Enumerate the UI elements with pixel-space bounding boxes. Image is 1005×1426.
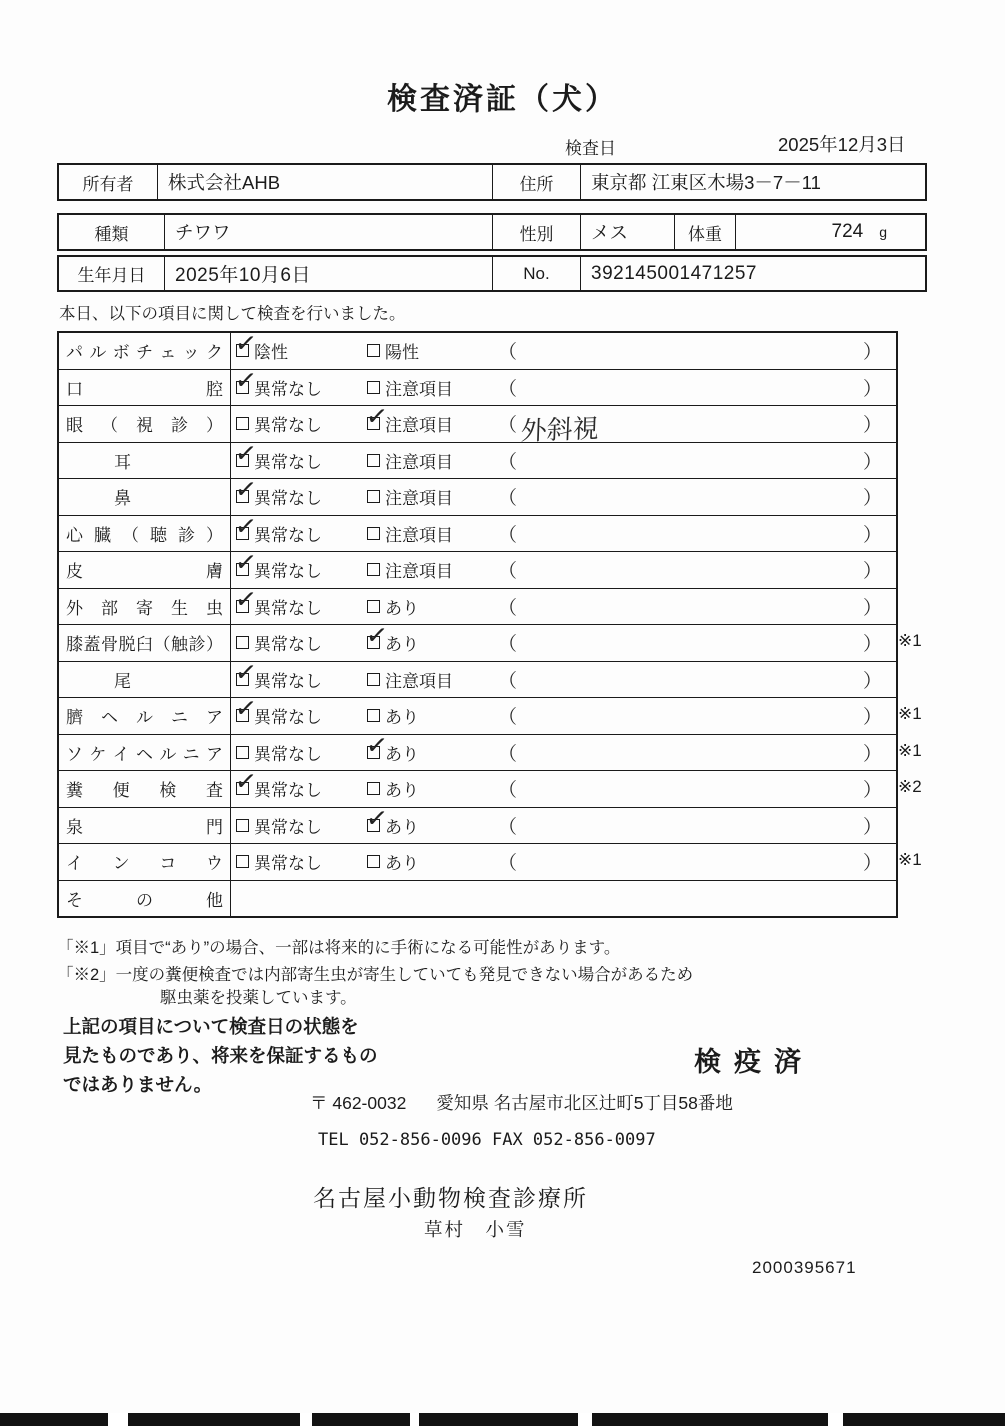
open-paren: （ — [498, 780, 518, 802]
clinic-tel-fax: TEL 052-856-0096 FAX 052-856-0097 — [318, 1130, 656, 1150]
animal-table-row1 — [57, 213, 927, 251]
sex-label: 性別 — [492, 215, 580, 249]
checkbox-icon — [233, 546, 259, 579]
option-label: 異常なし — [254, 598, 322, 618]
inspection-row — [59, 473, 896, 515]
row-body — [231, 546, 896, 588]
option-2 — [367, 338, 498, 363]
result-field — [498, 593, 896, 620]
owner-value: 株式会社AHB — [157, 165, 492, 199]
check-mark-icon: ✓ — [233, 509, 259, 542]
checkbox-icon — [236, 636, 249, 649]
check-mark-icon: ✓ — [233, 546, 259, 579]
result-field — [498, 812, 896, 839]
result-value-handwritten: 外斜視 — [520, 413, 600, 447]
checkbox-icon — [367, 527, 380, 540]
inspection-date-label: 検査日 — [565, 139, 616, 158]
open-paren: （ — [498, 342, 518, 364]
option-1 — [236, 813, 367, 838]
option-label: 異常なし — [254, 379, 322, 399]
option-2 — [364, 728, 498, 765]
item-label: 口 腔 — [59, 370, 231, 406]
open-paren: （ — [498, 524, 518, 546]
row-body-empty — [231, 881, 896, 917]
option-2 — [364, 400, 498, 436]
option-label: 異常なし — [254, 452, 322, 472]
open-paren: （ — [498, 415, 518, 437]
checkbox-icon — [233, 692, 259, 725]
open-paren: （ — [498, 816, 518, 838]
option-label: 注意項目 — [385, 452, 453, 472]
check-mark-icon: ✓ — [364, 801, 390, 834]
footnote-ref: ※1 — [898, 740, 922, 760]
result-value — [517, 454, 864, 466]
row-body — [231, 728, 896, 771]
disclaimer-line-3: ではありません。 — [63, 1074, 213, 1095]
option-1 — [233, 546, 367, 582]
option-label: 異常なし — [254, 489, 322, 509]
page-title: 検査済証（犬） — [387, 83, 618, 116]
result-value — [517, 345, 864, 357]
item-label: 臍 ヘ ル ニ ア — [59, 698, 231, 734]
option-1 — [233, 765, 367, 801]
option-label: あり — [385, 708, 419, 728]
option-label: 注意項目 — [385, 562, 453, 582]
open-paren: （ — [498, 707, 518, 729]
row-body — [231, 619, 896, 661]
option-label: 異常なし — [254, 781, 322, 801]
result-value — [517, 710, 864, 722]
clinic-name: 名古屋小動物検査診療所 — [313, 1185, 588, 1211]
item-label: 糞 便 検 査 — [59, 771, 231, 807]
close-paren: ） — [862, 743, 882, 765]
close-paren: ） — [862, 780, 882, 802]
option-label: 異常なし — [254, 562, 322, 582]
item-label: そ の 他 — [59, 881, 231, 917]
option-2 — [367, 521, 498, 546]
result-field — [498, 775, 896, 802]
open-paren: （ — [498, 561, 518, 583]
inspection-row — [59, 582, 896, 625]
disclaimer-line-2: 見たものであり、将来を保証するもの — [63, 1045, 378, 1066]
option-2 — [367, 667, 498, 692]
option-1 — [236, 740, 367, 765]
row-body — [231, 801, 896, 844]
item-label: 外 部 寄 生 虫 — [59, 589, 231, 625]
option-label: あり — [385, 817, 419, 837]
footnote-2: 「※2」一度の糞便検査では内部寄生虫が寄生していても発見できない場合があるため — [57, 966, 694, 984]
checkbox-icon — [367, 381, 380, 394]
clinic-address: 愛知県 名古屋市北区辻町5丁目58番地 — [436, 1093, 733, 1113]
item-label: 鼻 — [59, 479, 231, 515]
option-label: 陽性 — [385, 343, 419, 363]
inspection-row — [59, 619, 922, 661]
close-paren: ） — [862, 634, 882, 656]
option-label: あり — [385, 744, 419, 764]
close-paren: ） — [862, 488, 882, 510]
disclaimer-line-1: 上記の項目について検査日の状態を — [63, 1016, 359, 1037]
row-body — [231, 473, 896, 515]
item-label: 膝 蓋 骨 脱 臼 （ 触 診 ） — [59, 625, 231, 661]
result-field — [498, 739, 896, 766]
item-label: 尾 — [59, 662, 231, 698]
option-label: あり — [385, 635, 419, 655]
checkbox-icon — [367, 709, 380, 722]
inspection-row — [59, 728, 922, 771]
checkbox-icon — [233, 327, 259, 360]
footnote-ref: ※1 — [898, 631, 922, 650]
checkbox-icon — [367, 490, 380, 503]
address-label: 住所 — [492, 165, 580, 199]
result-field — [498, 666, 896, 693]
option-label: 異常なし — [254, 854, 322, 874]
check-mark-icon: ✓ — [233, 692, 259, 725]
option-1 — [236, 630, 367, 655]
serial-number: 2000395671 — [752, 1258, 857, 1277]
no-label: No. — [492, 257, 580, 290]
option-1 — [233, 363, 367, 400]
check-mark-icon: ✓ — [364, 619, 390, 652]
result-field — [498, 405, 896, 447]
checkbox-icon — [233, 363, 259, 396]
open-paren: （ — [498, 743, 518, 765]
check-mark-icon: ✓ — [233, 655, 259, 688]
row-body — [231, 844, 896, 880]
option-label: 注意項目 — [385, 416, 453, 436]
birth-value: 2025年10月6日 — [164, 257, 492, 290]
no-value: 392145001471257 — [580, 257, 925, 290]
checkbox-icon — [233, 473, 259, 506]
option-label: 注意項目 — [385, 379, 453, 399]
close-paren: ） — [862, 670, 882, 692]
weight-value: 724 — [831, 221, 864, 242]
option-1 — [233, 473, 367, 509]
option-1 — [236, 411, 367, 436]
clinic-postal-code: 〒 462-0032 — [310, 1093, 407, 1113]
check-mark-icon: ✓ — [233, 436, 259, 469]
result-value — [517, 564, 864, 576]
item-label: 泉 門 — [59, 808, 231, 844]
result-field — [498, 483, 896, 510]
row-body — [231, 509, 896, 552]
option-2 — [367, 776, 498, 801]
open-paren: （ — [498, 488, 518, 510]
intro-sentence: 本日、以下の項目に関して検査を行いました。 — [59, 305, 406, 323]
close-paren: ） — [862, 816, 882, 838]
footnote-ref: ※1 — [898, 704, 922, 723]
option-1 — [233, 692, 367, 728]
check-mark-icon: ✓ — [233, 363, 259, 396]
result-field — [498, 447, 896, 474]
check-mark-icon: ✓ — [233, 327, 259, 360]
inspection-row — [59, 327, 896, 369]
check-mark-icon: ✓ — [364, 400, 390, 433]
weight-unit: g — [879, 224, 887, 240]
checkbox-icon — [236, 819, 249, 832]
option-1 — [233, 582, 367, 619]
result-value — [517, 783, 864, 795]
item-label: ソ ケ イ ヘ ル ニ ア — [59, 735, 231, 771]
check-mark-icon: ✓ — [233, 765, 259, 798]
item-label: イ ン コ ウ — [59, 844, 231, 880]
weight-label: 体重 — [674, 215, 735, 249]
row-body — [231, 582, 896, 625]
option-label: あり — [385, 854, 419, 874]
checkbox-icon — [364, 400, 390, 433]
row-body — [231, 363, 896, 406]
option-2 — [367, 849, 498, 874]
clinic-address-line — [310, 1090, 733, 1115]
option-2 — [367, 484, 498, 509]
option-1 — [233, 509, 367, 546]
inspection-table — [57, 327, 922, 918]
row-body — [231, 436, 896, 479]
open-paren: （ — [498, 634, 518, 656]
close-paren: ） — [862, 415, 882, 437]
inspection-row — [59, 843, 922, 880]
row-body — [231, 765, 896, 807]
inspection-row — [59, 765, 922, 807]
result-field — [498, 556, 896, 583]
option-label: あり — [385, 598, 419, 618]
inspection-row — [59, 546, 896, 588]
item-label: 心 臓 （ 聴 診 ） — [59, 516, 231, 552]
row-body — [231, 692, 896, 734]
close-paren: ） — [862, 524, 882, 546]
open-paren: （ — [498, 597, 518, 619]
result-value — [517, 856, 864, 868]
checkbox-icon — [367, 782, 380, 795]
weight-value-cell — [735, 215, 925, 249]
option-label: 異常なし — [254, 525, 322, 545]
close-paren: ） — [862, 597, 882, 619]
checkbox-icon — [367, 344, 380, 357]
footnote-2-continued: 駆虫薬を投薬しています。 — [160, 989, 357, 1007]
checkbox-icon — [233, 509, 259, 542]
option-2 — [367, 375, 498, 400]
quarantine-passed-stamp: 検疫済 — [694, 1047, 814, 1077]
inspection-row — [59, 692, 922, 734]
check-mark-icon: ✓ — [364, 728, 390, 761]
checkbox-icon — [364, 801, 390, 834]
option-label: 注意項目 — [385, 525, 453, 545]
option-2 — [364, 801, 498, 838]
option-label: 陰性 — [254, 343, 288, 363]
option-label: 異常なし — [254, 708, 322, 728]
checkbox-icon — [367, 563, 380, 576]
checkbox-icon — [367, 600, 380, 613]
option-2 — [367, 594, 498, 619]
result-field — [498, 629, 896, 656]
checkbox-icon — [367, 454, 380, 467]
owner-table — [57, 163, 927, 201]
inspection-row — [59, 400, 896, 447]
address-value: 東京都 江東区木場3－7－11 — [580, 165, 925, 199]
footnote-ref: ※2 — [898, 777, 922, 796]
close-paren: ） — [862, 853, 882, 875]
option-2 — [367, 703, 498, 728]
close-paren: ） — [862, 378, 882, 400]
birth-label: 生年月日 — [77, 266, 146, 285]
option-label: 注意項目 — [385, 671, 453, 691]
inspection-row — [59, 801, 896, 844]
result-value — [517, 637, 864, 649]
option-2 — [367, 557, 498, 582]
result-value — [517, 673, 864, 685]
open-paren: （ — [498, 451, 518, 473]
row-body — [231, 400, 896, 447]
checkbox-icon — [233, 765, 259, 798]
result-value — [517, 819, 864, 831]
checkbox-icon — [367, 673, 380, 686]
close-paren: ） — [862, 561, 882, 583]
checkbox-icon — [233, 582, 259, 615]
option-1 — [233, 655, 367, 692]
checkbox-icon — [236, 855, 249, 868]
option-2 — [364, 619, 498, 655]
option-1 — [233, 327, 367, 363]
option-1 — [233, 436, 367, 473]
result-field — [498, 337, 896, 364]
disclaimer-text — [63, 1012, 378, 1099]
result-field — [498, 374, 896, 401]
check-mark-icon: ✓ — [233, 473, 259, 506]
scan-artifact-bar — [0, 1413, 1005, 1426]
result-value — [517, 746, 864, 758]
check-mark-icon: ✓ — [233, 582, 259, 615]
footnote-1: 「※1」項目で“あり”の場合、一部は将来的に手術になる可能性があります。 — [57, 939, 621, 957]
sex-value: メス — [580, 215, 674, 249]
inspection-row — [59, 655, 896, 698]
item-label: 皮 膚 — [59, 552, 231, 588]
option-1 — [236, 849, 367, 874]
close-paren: ） — [862, 451, 882, 473]
inspection-row-other — [59, 880, 896, 917]
inspection-row — [59, 436, 896, 479]
owner-label: 所有者 — [82, 174, 134, 194]
result-field — [498, 520, 896, 547]
option-label: あり — [385, 781, 419, 801]
option-label: 異常なし — [254, 817, 322, 837]
option-2 — [367, 448, 498, 473]
row-body — [231, 327, 896, 369]
checkbox-icon — [233, 436, 259, 469]
inspection-row — [59, 363, 896, 406]
checkbox-icon — [367, 855, 380, 868]
open-paren: （ — [498, 853, 518, 875]
checkbox-icon — [364, 728, 390, 761]
option-label: 異常なし — [254, 744, 322, 764]
open-paren: （ — [498, 670, 518, 692]
animal-table-row2 — [57, 255, 927, 292]
checkbox-icon — [236, 746, 249, 759]
veterinarian-name: 草村 小雪 — [424, 1219, 527, 1240]
inspection-row — [59, 509, 896, 552]
option-label: 注意項目 — [385, 489, 453, 509]
item-label: 眼 （ 視 診 ） — [59, 406, 231, 442]
option-label: 異常なし — [254, 671, 322, 691]
inspection-date-value: 2025年12月3日 — [778, 134, 906, 155]
result-field — [498, 848, 896, 875]
result-field — [498, 702, 896, 729]
checkbox-icon — [233, 655, 259, 688]
option-label: 異常なし — [254, 416, 322, 436]
result-value — [517, 381, 864, 393]
option-label: 異常なし — [254, 635, 322, 655]
item-label: パ ル ボ チ ェ ッ ク — [59, 333, 231, 369]
checkbox-icon — [236, 417, 249, 430]
result-value — [517, 491, 864, 503]
breed-label: 種類 — [94, 224, 129, 244]
result-value — [517, 527, 864, 539]
footnote-ref: ※1 — [898, 850, 922, 869]
checkbox-icon — [364, 619, 390, 652]
row-body — [231, 655, 896, 698]
open-paren: （ — [498, 378, 518, 400]
item-label: 耳 — [59, 443, 231, 479]
close-paren: ） — [862, 707, 882, 729]
close-paren: ） — [862, 342, 882, 364]
breed-value: チワワ — [164, 215, 492, 249]
result-value — [517, 600, 864, 612]
